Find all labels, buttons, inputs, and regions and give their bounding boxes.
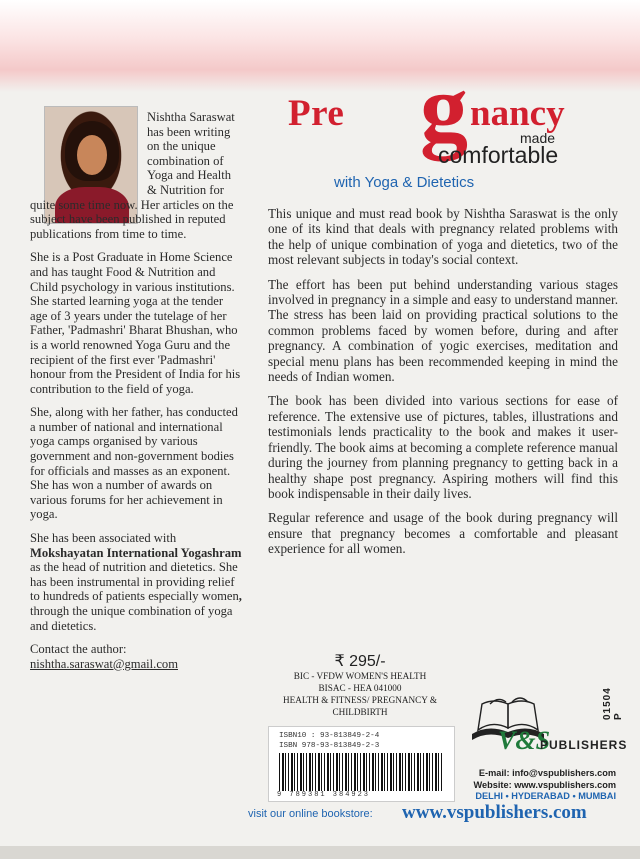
bookstore-label: visit our online bookstore: [248, 808, 373, 820]
bottom-strip [0, 846, 640, 859]
book-title [288, 54, 618, 196]
title-pre: Pre [288, 93, 345, 134]
bio-association: She has been associated with Mokshayatan International Yogashram as the head of nutrition and dietetics. She has been instrumental in providing relief to hundreds of patients especially women, through the unique combination of yoga and dietetics. [30, 531, 242, 633]
bio-yogashram: Mokshayatan International Yogashram [30, 545, 242, 560]
publisher-vs: V&S [498, 726, 551, 755]
barcode-digits: 9 789381 384923 [277, 791, 371, 799]
bic-code: BIC - VFDW WOMEN'S HEALTH [293, 671, 427, 681]
publisher-website: Website: www.vspublishers.com [473, 779, 616, 790]
blurb-paragraph: The book has been divided into various sections for ease of reference. The extensive use of pictures, tables, illustrations and testimonials lends practicality to the book and makes it user-friendly. The book aims at becoming a complete reference manual during the journey from planning pregnancy to getting back in a healthy shape post pregnancy. Aspiring mothers will find this book indispensable in their daily lives. [268, 393, 618, 501]
price-block [270, 653, 450, 718]
isbn-10: ISBN10 : 93-813849-2-4 [279, 732, 380, 740]
bio-education: She is a Post Graduate in Home Science and has taught Food & Nutrition and Child psychology in various institutions. She started learning yoga at the tender age of 3 years under the tutelage of her Father, 'Padmashri' Bharat Bhushan, who is a world renowned Yoga Guru and the recipient of the first ever 'Padmashri' honour from the President of India for his contribution to the field of yoga. [30, 250, 241, 396]
price: ₹ 295/- [334, 653, 386, 670]
title-nancy: nancy [470, 93, 565, 134]
publisher-cities: DELHI • HYDERABAD • MUMBAI [475, 791, 616, 801]
bio-intro-rest: quite some time now. Her articles on the subject have been published in reputed publications from time to time. [30, 197, 234, 241]
publisher-name: PUBLISHERS [540, 738, 628, 752]
bio-intro-top: Nishtha Saraswat has been writing on the unique combination of Yoga and Health & Nutrition for [147, 110, 235, 197]
publisher-email: E-mail: info@vspublishers.com [478, 768, 616, 778]
title-g: g [420, 54, 468, 161]
title-comfortable: comfortable [438, 142, 559, 168]
barcode-icon [279, 753, 443, 791]
publisher-contact [466, 768, 616, 803]
bookstore-url-link[interactable]: www.vspublishers.com [402, 802, 587, 823]
bisac-code: BISAC - HEA 041000 [318, 683, 402, 693]
blurb-paragraph: Regular reference and usage of the book during pregnancy will ensure that pregnancy becomes a comfortable and pleasant experience for all women. [268, 510, 618, 557]
blurb-paragraph: This unique and must read book by Nishtha Saraswat is the only one of its kind that deals with pregnancy related problems with the help of unique combination of yoga and dietetics, two of the most relevant subjects in today's social context. [268, 206, 618, 268]
bio-contact: Contact the author: nishtha.saraswat@gmail.com [30, 642, 178, 671]
isbn-barcode [268, 726, 455, 802]
bio-camps: She, along with her father, has conducted a number of national and international yoga camps organised by various government and non-government bodies for officials and masses as an exponent. She has won a number of awards on various forums for her achievement in yoga. [30, 405, 238, 522]
isbn-13: ISBN 978-93-813849-2-3 [279, 742, 380, 750]
category: HEALTH & FITNESS/ PREGNANCY & CHILDBIRTH [283, 695, 437, 717]
author-bio [30, 110, 242, 680]
author-email-link[interactable]: nishtha.saraswat@gmail.com [30, 656, 178, 671]
top-pink-band [0, 0, 640, 92]
title-subtitle: with Yoga & Dietetics [334, 174, 475, 191]
book-blurb [268, 206, 618, 566]
side-code: 01504 P [602, 687, 624, 720]
blurb-paragraph: The effort has been put behind understanding various stages involved in pregnancy in a simple and easy to understand manner. The stress has been laid on providing practical solutions to the common problems faced by women before, during and after pregnancy. A combination of yogic exercises, meditation and special menu plans has been recommended keeping in mind the needs of Indian women. [268, 276, 618, 385]
title-made: made [520, 130, 556, 146]
